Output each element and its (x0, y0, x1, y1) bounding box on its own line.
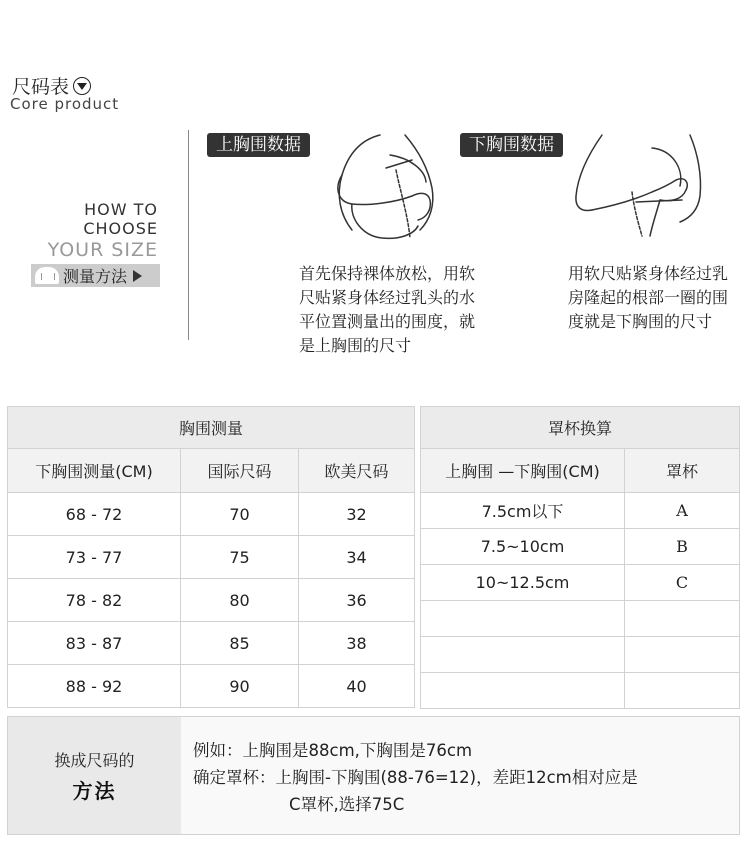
table-cell: 40 (299, 665, 415, 708)
table-cell: 38 (299, 622, 415, 665)
page-title-text: 尺码表 (12, 76, 70, 98)
example-line1: 例如：上胸围是88cm,下胸围是76cm (193, 741, 473, 760)
table-cell: 75 (181, 536, 299, 579)
table-cell: 34 (299, 536, 415, 579)
table-row (421, 637, 740, 673)
table-cell (421, 637, 625, 673)
under-bust-desc: 用软尺贴紧身体经过乳房隆起的根部一圈的围度就是下胸围的尺寸 (568, 264, 729, 331)
under-bust-illustration (572, 130, 707, 240)
table-cell: 36 (299, 579, 415, 622)
table-cell: 90 (181, 665, 299, 708)
divider (188, 130, 189, 340)
table-cell: A (625, 493, 740, 529)
size-example-box (7, 716, 740, 835)
ruler-icon (35, 267, 59, 284)
example-line3: C罩杯,选择75C (289, 795, 405, 814)
table-row (421, 565, 740, 601)
table-row (421, 673, 740, 709)
howto-line1: HOW TO (84, 200, 158, 219)
table2-header: 罩杯 (625, 449, 740, 493)
table-row (8, 665, 415, 708)
table2-header: 上胸围 —下胸围(CM) (421, 449, 625, 493)
chevron-down-icon[interactable] (73, 77, 91, 95)
table-cell (421, 673, 625, 709)
table-row (421, 493, 740, 529)
table-row (8, 536, 415, 579)
example-label-line1: 换成尺码的 (54, 750, 135, 770)
example-label-line2: 方法 (72, 778, 117, 803)
table1-title: 胸围测量 (8, 407, 415, 449)
cup-conversion-table (420, 406, 740, 709)
bust-measurement-table (7, 406, 415, 708)
howto-line2: CHOOSE (83, 219, 158, 238)
table-cell (625, 601, 740, 637)
table-cell: 7.5cm以下 (421, 493, 625, 529)
how-to-choose (48, 200, 158, 262)
table-cell (625, 673, 740, 709)
under-bust-tag: 下胸围数据 (460, 133, 563, 157)
measure-method-button[interactable] (31, 264, 160, 287)
howto-line3: YOUR SIZE (47, 239, 158, 261)
table-cell: 80 (181, 579, 299, 622)
example-content (181, 717, 739, 834)
table-cell: 70 (181, 493, 299, 536)
upper-bust-illustration (300, 130, 445, 245)
table-row (421, 529, 740, 565)
example-line2: 确定罩杯：上胸围-下胸围(88-76=12)，差距12cm相对应是 (193, 768, 638, 787)
table-row (8, 622, 415, 665)
table-cell: 88 - 92 (8, 665, 181, 708)
upper-bust-desc: 首先保持裸体放松，用软尺贴紧身体经过乳头的水平位置测量出的围度，就是上胸围的尺寸 (299, 264, 476, 355)
table-cell: 85 (181, 622, 299, 665)
table-cell: 7.5~10cm (421, 529, 625, 565)
table-cell: C (625, 565, 740, 601)
table1-header: 下胸围测量(CM) (8, 449, 181, 493)
page-subtitle: Core product (10, 95, 120, 113)
table-cell: 68 - 72 (8, 493, 181, 536)
table-cell: 10~12.5cm (421, 565, 625, 601)
table1-header: 国际尺码 (181, 449, 299, 493)
table-cell: 83 - 87 (8, 622, 181, 665)
table-cell: 73 - 77 (8, 536, 181, 579)
upper-bust-tag: 上胸围数据 (207, 133, 310, 157)
table-cell (625, 637, 740, 673)
example-label (8, 717, 181, 834)
table-cell: 32 (299, 493, 415, 536)
table-row (8, 493, 415, 536)
table1-header: 欧美尺码 (299, 449, 415, 493)
table2-title: 罩杯换算 (421, 407, 740, 449)
play-arrow-icon (133, 270, 142, 282)
table-row (421, 601, 740, 637)
table-row (8, 579, 415, 622)
table-cell: B (625, 529, 740, 565)
measure-method-label: 测量方法 (63, 267, 128, 286)
table-cell: 78 - 82 (8, 579, 181, 622)
table-cell (421, 601, 625, 637)
